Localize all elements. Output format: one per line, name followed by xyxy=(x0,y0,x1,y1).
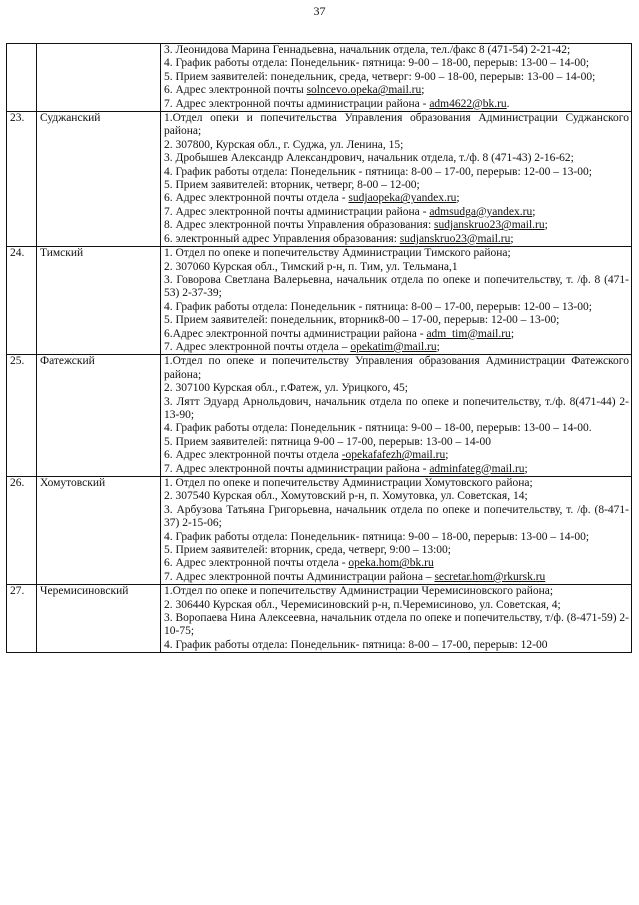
email-address[interactable]: sudjaopeka@yandex.ru xyxy=(348,192,457,205)
info-line: 6. электронный адрес Управления образования: sudjanskruo23@mail.ru; xyxy=(164,232,514,245)
info-line: 5. Прием заявителей: вторник, четверг, 8-00 – 12-00; xyxy=(164,179,420,192)
info-line: 7. Адрес электронной почты администрации района - admsudga@yandex.ru; xyxy=(164,205,536,218)
email-address[interactable]: secretar.hom@rkursk.ru xyxy=(434,570,546,583)
page-number: 37 xyxy=(313,4,326,18)
info-line: 3. Воропаева Нина Алексеевна, начальник отдела по опеке и попечительству, т/ф. (8-471-59) 2-10-75; xyxy=(164,612,629,638)
info-line: 3. Лятт Эдуард Арнольдович, начальник отдела по опеке и попечительству, т./ф. 8(471-44) 2-13-90; xyxy=(164,395,629,421)
email-address[interactable]: adminfateg@mail.ru xyxy=(429,462,525,475)
district-name: Хомутовский xyxy=(37,477,161,585)
email-address[interactable]: adm4622@bk.ru xyxy=(429,97,507,110)
info-line: 3. Дробышев Александр Александрович, начальник отдела, т./ф. 8 (471-43) 2-16-62; xyxy=(164,152,574,165)
row-number: 26. xyxy=(7,477,37,585)
department-info xyxy=(161,585,632,653)
info-line: 3. Арбузова Татьяна Григорьевна, начальник отдела по опеке и попечительству, т. /ф. (8-471-37) 2-15-06; xyxy=(164,503,629,530)
row-number: 27. xyxy=(7,585,37,653)
info-line: 1. Отдел по опеке и попечительству Администрации Тимского района; xyxy=(164,247,511,260)
department-info xyxy=(161,477,632,585)
district-name: Тимский xyxy=(37,247,161,355)
table-row xyxy=(7,585,632,653)
info-line: 2. 307100 Курская обл., г.Фатеж, ул. Урицкого, 45; xyxy=(164,382,408,395)
info-line: 7. Адрес электронной почты Администрации района – secretar.hom@rkursk.ru xyxy=(164,570,546,583)
email-address[interactable]: sudjanskruo23@mail.ru xyxy=(434,219,545,232)
department-info xyxy=(161,355,632,477)
info-line: 6. Адрес электронной почты отдела - sudjaopeka@yandex.ru; xyxy=(164,192,460,205)
info-line: 4. График работы отдела: Понедельник- пятница: 9-00 – 18-00, перерыв: 13-00 – 14-00; xyxy=(164,57,590,70)
district-name: Черемисиновский xyxy=(37,585,161,653)
info-line: 4. График работы отдела: Понедельник - пятница: 8-00 – 17-00, перерыв: 12-00 – 13-00; xyxy=(164,165,592,178)
email-address[interactable]: opeka.hom@bk.ru xyxy=(348,557,434,570)
info-line: 1.Отдел опеки и попечительства Управления образования Администрации Суджанского района; xyxy=(164,112,629,138)
info-line: 4. График работы отдела: Понедельник - пятница: 8-00 – 17-00, перерыв: 12-00 – 13-00; xyxy=(164,300,592,313)
department-info xyxy=(161,44,632,112)
info-line: 6. Адрес электронной почты отдела -opekafafezh@mail.ru; xyxy=(164,449,449,462)
table-row xyxy=(7,247,632,355)
district-name: Суджанский xyxy=(37,112,161,247)
table-row xyxy=(7,112,632,247)
info-line: 5. Прием заявителей: пятница 9-00 – 17-00, перерыв: 13-00 – 14-00 xyxy=(164,435,492,448)
table-row xyxy=(7,355,632,477)
info-line: 4. График работы отдела: Понедельник - пятница: 9-00 – 18-00, перерыв: 13-00 – 14-00. xyxy=(164,422,592,435)
district-name xyxy=(37,44,161,112)
info-line: 5. Прием заявителей: понедельник, среда, четверг: 9-00 – 18-00, перерыв: 13-00 – 14-00; xyxy=(164,70,596,83)
info-line: 3. Говорова Светлана Валерьевна, начальник отдела по опеке и попечительству, т. /ф. 8 (471-53) 2-37-39; xyxy=(164,273,629,300)
district-name: Фатежский xyxy=(37,355,161,477)
info-line: 7. Адрес электронной почты отдела – opekatim@mail.ru; xyxy=(164,340,440,353)
row-number: 24. xyxy=(7,247,37,355)
info-line: 8. Адрес электронной почты Управления образования: sudjanskruo23@mail.ru; xyxy=(164,219,548,232)
info-line: 2. 307800, Курская обл., г. Суджа, ул. Ленина, 15; xyxy=(164,138,404,151)
info-line: 6. Адрес электронной почты отдела - opeka.hom@bk.ru xyxy=(164,557,434,570)
info-line: 3. Леонидова Марина Геннадьевна, начальник отдела, тел./факс 8 (471-54) 2-21-42; xyxy=(164,44,571,56)
info-line: 4. График работы отдела: Понедельник- пятница: 9-00 – 18-00, перерыв: 13-00 – 14-00; xyxy=(164,530,590,543)
table-row xyxy=(7,477,632,585)
row-number: 25. xyxy=(7,355,37,477)
info-line: 6. Адрес электронной почты solncevo.opeka@mail.ru; xyxy=(164,84,425,97)
department-info xyxy=(161,247,632,355)
info-line: 1. Отдел по опеке и попечительству Администрации Хомутовского района; xyxy=(164,477,533,489)
info-line: 7. Адрес электронной почты администрации района - adminfateg@mail.ru; xyxy=(164,462,528,475)
guardianship-departments-table xyxy=(6,43,632,653)
info-line: 2. 307540 Курская обл., Хомутовский р-н, п. Хомутовка, ул. Советская, 14; xyxy=(164,490,528,503)
email-address[interactable]: -opekafafezh@mail.ru xyxy=(341,449,446,462)
info-line: 5. Прием заявителей: вторник, среда, четверг, 9:00 – 13:00; xyxy=(164,544,451,557)
email-address[interactable]: adm_tim@mail.ru xyxy=(426,327,511,340)
table-row xyxy=(7,44,632,112)
department-info xyxy=(161,112,632,247)
email-address[interactable]: sudjanskruo23@mail.ru xyxy=(399,232,511,245)
row-number xyxy=(7,44,37,112)
email-address[interactable]: opekatim@mail.ru xyxy=(350,340,437,353)
info-line: 6.Адрес электронной почты администрации района - adm_tim@mail.ru; xyxy=(164,327,515,340)
info-line: 2. 306440 Курская обл., Черемисиновский р-н, п.Черемисиново, ул. Советская, 4; xyxy=(164,598,561,611)
email-address[interactable]: solncevo.opeka@mail.ru xyxy=(306,84,422,97)
row-number: 23. xyxy=(7,112,37,247)
info-line: 7. Адрес электронной почты администрации района - adm4622@bk.ru. xyxy=(164,97,510,110)
info-line: 4. График работы отдела: Понедельник- пятница: 8-00 – 17-00, перерыв: 12-00 xyxy=(164,638,548,651)
info-line: 1.Отдел по опеке и попечительству Администрации Черемисиновского района; xyxy=(164,585,554,598)
info-line: 5. Прием заявителей: понедельник, вторник8-00 – 17-00, перерыв: 12-00 – 13-00; xyxy=(164,314,560,327)
email-address[interactable]: admsudga@yandex.ru xyxy=(429,205,533,218)
info-line: 2. 307060 Курская обл., Тимский р-н, п. Тим, ул. Тельмана,1 xyxy=(164,260,458,273)
info-line: 1.Отдел по опеке и попечительству Управления образования Администрации Фатежского района; xyxy=(164,355,629,381)
